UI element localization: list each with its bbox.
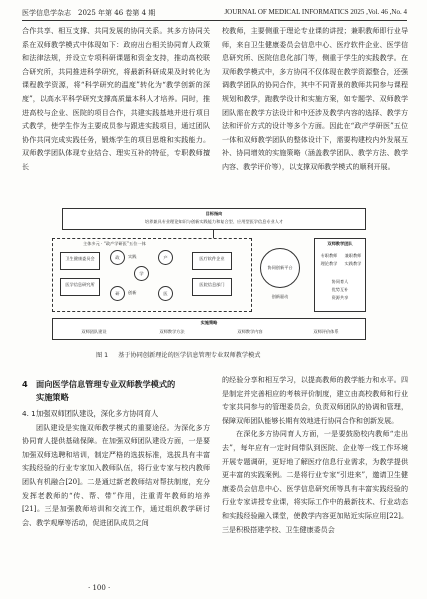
goal-title: 目标指向 bbox=[205, 211, 223, 216]
innovation-drive-label: 创新驱动 bbox=[271, 294, 289, 299]
right-column-top bbox=[222, 24, 408, 174]
paragraph: 合作共享、相互支撑、共同发展的协同关系。其多方协同关系在双师教学模式中体现如下：政府出台相关协同育人政策和法律法规，并设立专项科研课题和资金支持，推动高校联合研究所，共同推进科学研究，将最新科研成果及时转化为课程教学资源，将“科学研究的温度”转化为“教学创新的深度”，以高水平科学研究支撑高质量本科人才培养。同时，推进高校与企业、医院的项目合作，共建实践基地并进行项目式教学，使学生作为主要成员参与跟进实践项目，通过团队协作共同完成实践任务，锻炼学生的项目思维和实践能力。双师教学团队体现专业结合、理实互补的特征，专职教师擅长 bbox=[22, 26, 210, 171]
support-tag: 协同育人 bbox=[331, 279, 349, 284]
cycle-node-ind: 产 bbox=[158, 250, 173, 265]
impl-item: 双师团队建设 bbox=[81, 329, 107, 334]
entity-hosp: 医院信息部门 bbox=[192, 278, 232, 296]
impl-item: 双师教学内容 bbox=[237, 329, 263, 334]
cycle-node-gov: 政 bbox=[110, 250, 125, 265]
cycle-node-edu: 学 bbox=[134, 266, 149, 281]
paragraph: 团队建设是实施双师教学模式的重要途径。为深化多方协同育人提供基础保障。在加强双师团队建设方面，一是要加强双师选聘和培训，制定严格的选拔标准，选拔具有丰富实践经验的行业专家加入教师队伍，将行业专家与校内教师团队有机融合[20]。二是通过新老教师结对帮扶制度，充分发挥老教师的“传、帮、带”作用，注重青年教师的培养[21]。三是加强教师培训和交流工作，通过组织教学研讨会、教学观摩等活动，促进团队成员之间 bbox=[22, 422, 210, 527]
cycle-node-med: 医 bbox=[158, 286, 173, 301]
page-number: · 100 · bbox=[88, 584, 111, 592]
teacher-parttime: 兼职教师 bbox=[344, 253, 362, 258]
goal-box bbox=[62, 208, 366, 230]
right-column-bottom bbox=[222, 373, 408, 536]
double-teacher-box: 双师教学团队 专职教师 理论教学 兼职教师 实践教学 协同育人 优势互补 资源共享 bbox=[314, 238, 366, 312]
entity-gov: 卫生健康委员会 bbox=[60, 252, 100, 270]
arrow-line bbox=[213, 230, 214, 238]
cycle-label-practice: 实践 bbox=[128, 254, 137, 259]
impl-item: 双师评价体系 bbox=[313, 329, 339, 334]
cycle-label-innovation: 创新 bbox=[128, 290, 137, 295]
left-column-bottom bbox=[22, 378, 210, 529]
entity-ind: 医疗软件企业 bbox=[192, 252, 232, 270]
figure-caption: 图 1 基于协同创新理论的医学信息管理专业双师教学模式 bbox=[96, 352, 261, 359]
entity-res: 医学信息研究所 bbox=[60, 278, 100, 296]
goal-text: 培养兼具专业理论知识与创新实践能力和复合型、应用型医学信息专业人才 bbox=[144, 219, 284, 224]
subsection-4-1-title: 4. 1加强双师团队建设，深化多方协同育人 bbox=[22, 409, 159, 418]
teacher-fulltime-sub: 理论教学 bbox=[320, 261, 338, 266]
subject-box bbox=[52, 238, 252, 312]
platform-circle: 协同创新平台 bbox=[260, 248, 300, 288]
support-tag: 优势互补 bbox=[331, 287, 349, 292]
left-column-top bbox=[22, 24, 210, 174]
journal-header-en: JOURNAL OF MEDICAL INFORMATICS 2025 ,Vol. 46 ,No. 4 bbox=[224, 8, 407, 16]
teacher-fulltime: 专职教师 bbox=[320, 253, 338, 258]
paragraph: 在深化多方协同育人方面，一是要鼓励校内教师“走出去”，每年应有一定时间带队到医院、企业等一线工作环境开展专题调研，更好地了解医疗信息行业需求，为教学提供更丰富的实践案例。二是将行业专家“引进来”，邀请卫生健康委员会信息中心、医学信息研究所等具有丰富实践经验的行业专家讲授专业课，将实际工作中的最新技术、行业动态和实践经验融入课堂，使教学内容更加贴近实际应用[22]。三是积极搭建学校、卫生健康委员会 bbox=[222, 429, 408, 534]
impl-item: 双师教学方法 bbox=[159, 329, 185, 334]
running-header bbox=[22, 6, 407, 21]
support-tag: 资源共享 bbox=[331, 295, 349, 300]
paragraph: 校教师，主要侧重于理论专业课的讲授；兼职教师即行业导师，来自卫生健康委员会信息中心、医疗软件企业、医学信息研究所、医院信息化部门等，侧重于学生的实践教学。在双师教学模式中，多方协同不仅体现在教学资源整合，还强调教学团队的协同合作，其中不同背景的教师共同参与课程规划和教学，跑教学设计和实施方案，如专题学、双师教学团队需在教学方法设计和中还涉及教学内容的选择、教学方法和评价方式的设计等多个方面。因此在“政产学研医”五位一体和双师教学团队的整体设计下，需要构建校内外发展互补、协同增效的实施策略（涵盖教学团队、教学方法、教学内容、教学评价等），以支撑双师教学模式的顺利开展。 bbox=[222, 26, 408, 171]
figure-1 bbox=[42, 208, 386, 342]
paragraph: 的经验分享和相互学习，以提高教师的教学能力和水平。四是制定并完善相应的考核评价制度，建立由高校教师和行业专家共同参与的管理委员会，负责双师团队的协调和管理，保障双师团队能够长期有效地进行协同合作和创新发展。 bbox=[222, 375, 408, 425]
subject-label: 主体多元 · “政产学研医”五位一体 bbox=[83, 241, 146, 246]
teacher-parttime-sub: 实践教学 bbox=[344, 261, 362, 266]
section-4-title: 4 面向医学信息管理专业双师教学模式的 实施策略 bbox=[22, 379, 176, 402]
cycle-node-res: 研 bbox=[110, 286, 125, 301]
journal-header-cn: 医学信息学杂志 2025 年第 46 卷第 4 期 bbox=[22, 9, 156, 17]
implementation-box: 实施策略 双师团队建设 双师教学方法 双师教学内容 双师评价体系 bbox=[52, 318, 366, 340]
